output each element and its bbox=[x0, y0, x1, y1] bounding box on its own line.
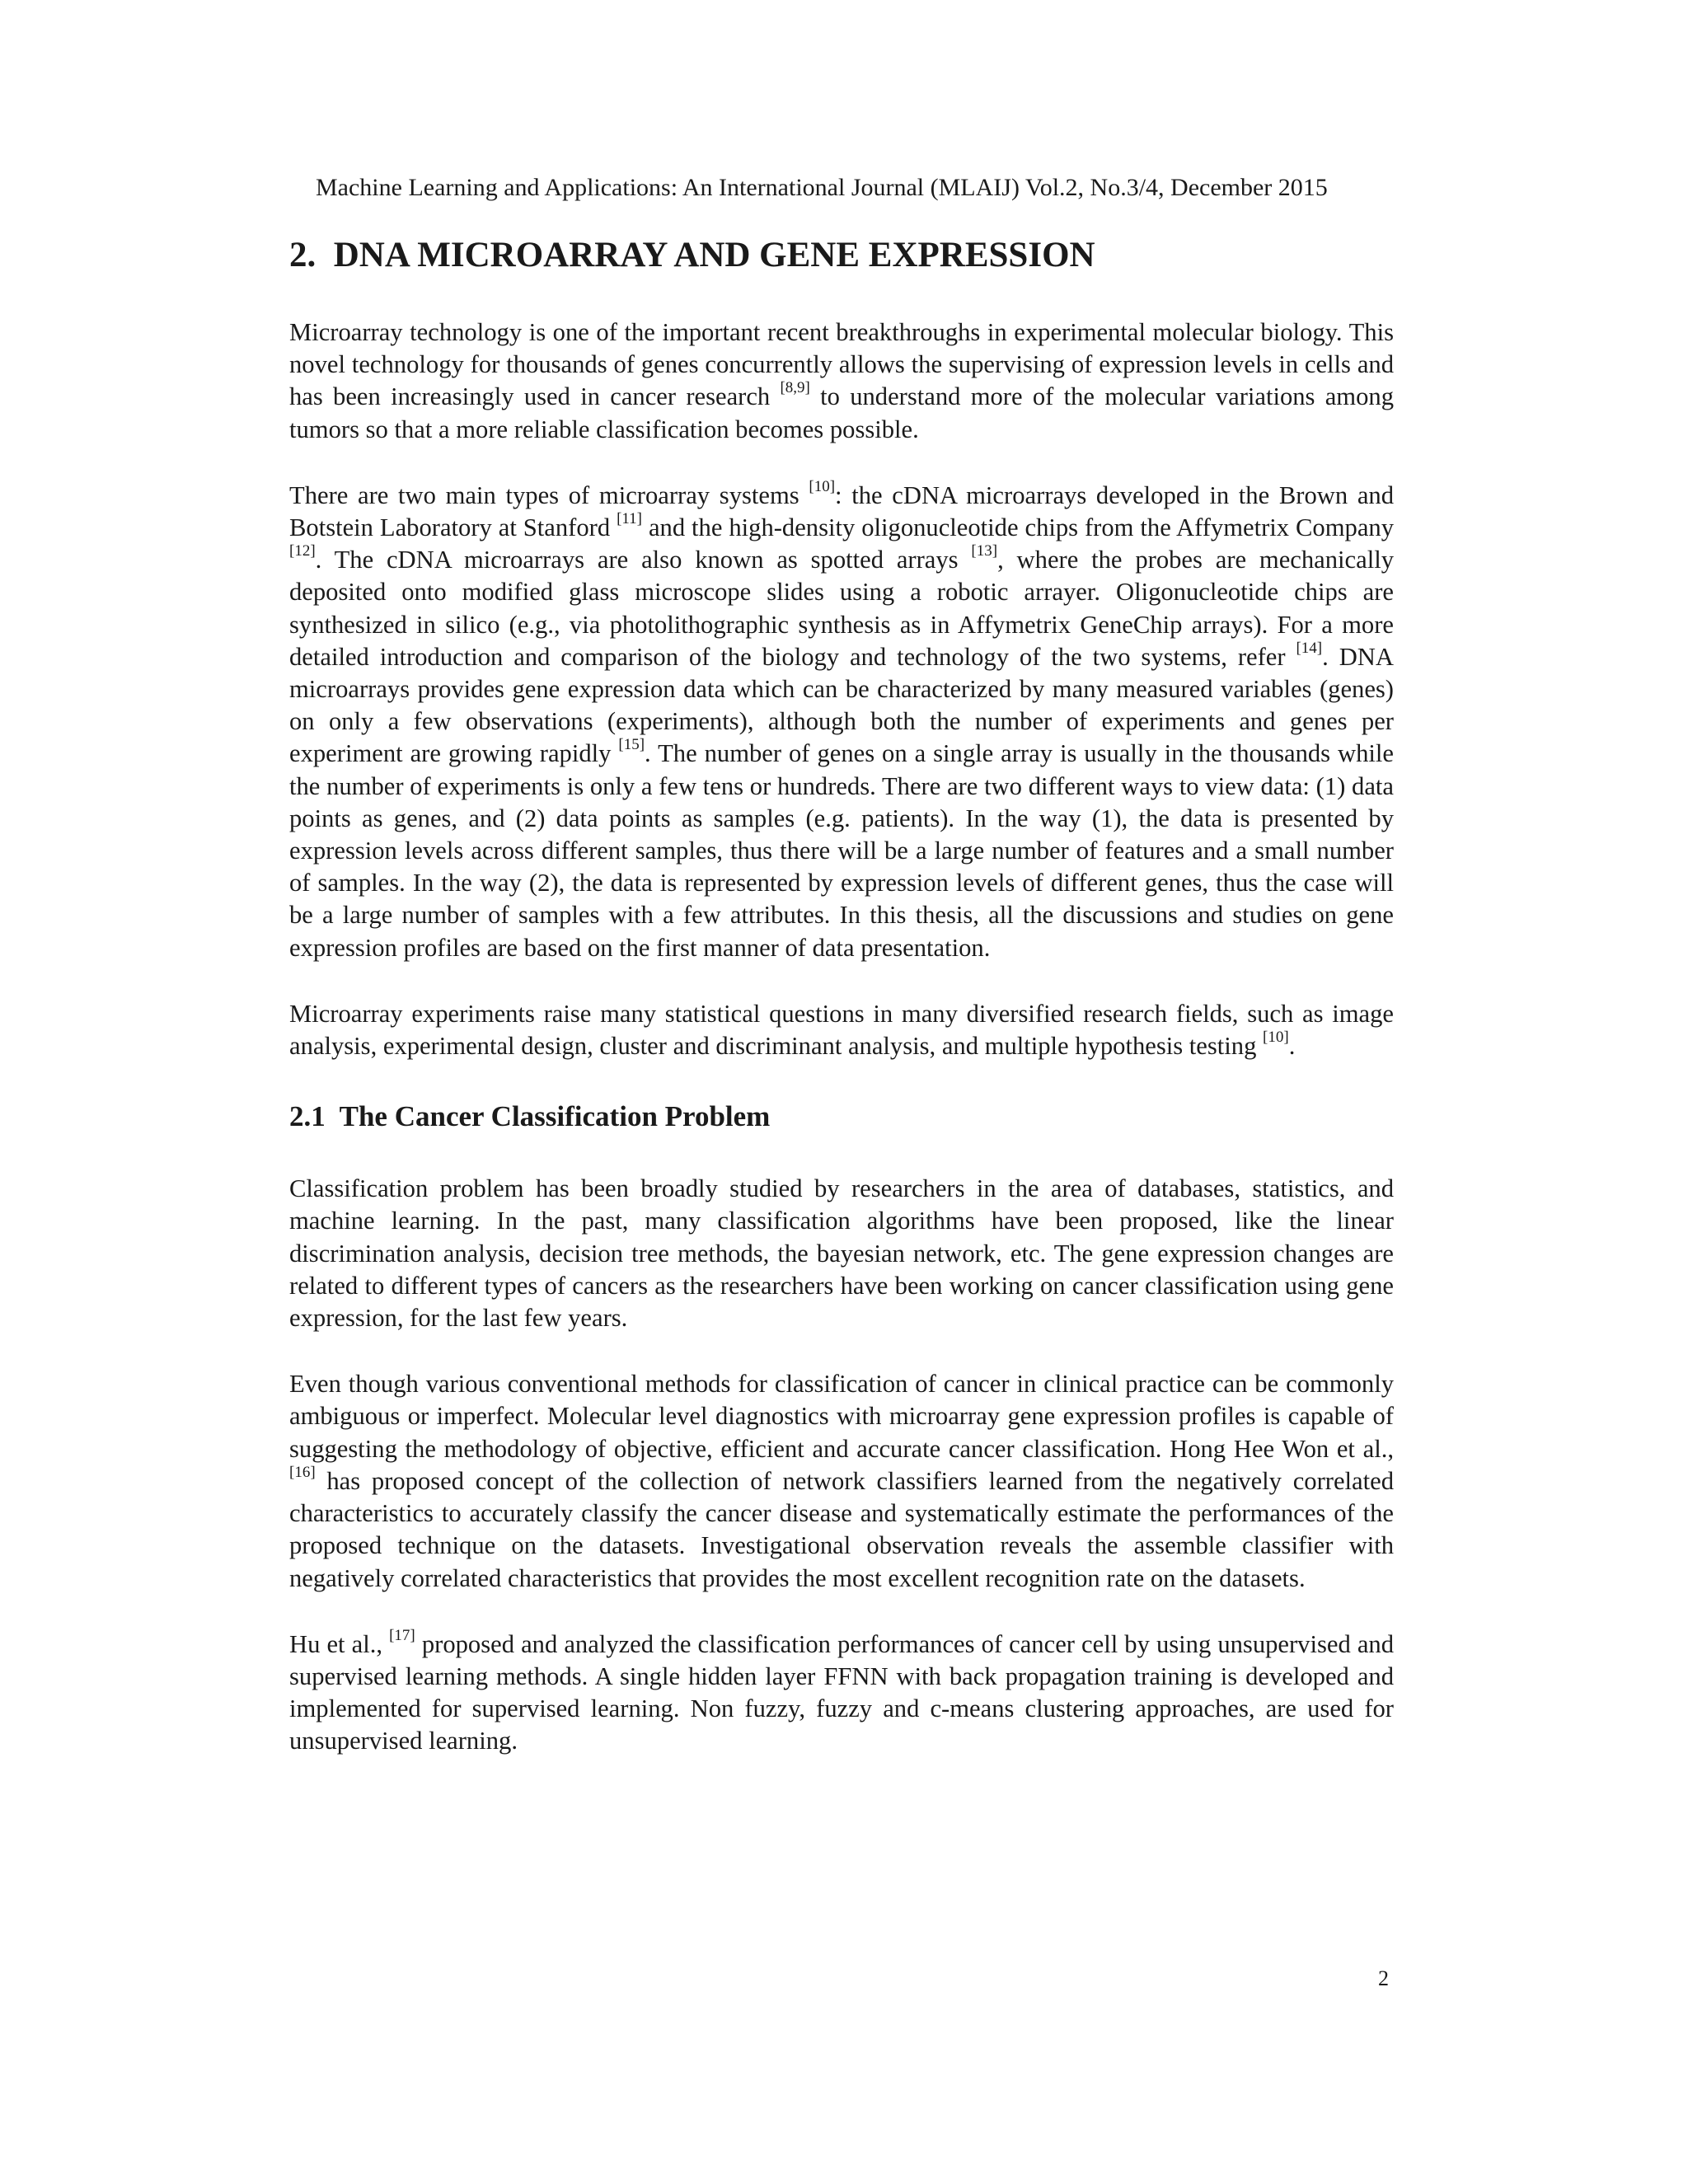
spacer bbox=[289, 1137, 1394, 1173]
subsection-title: The Cancer Classification Problem bbox=[339, 1100, 771, 1133]
citation: [15] bbox=[618, 736, 645, 754]
text-run: has proposed concept of the collection of network classifiers learned from the negatively correlated characteristics to accurately classify the cancer disease and systematically estimate the performances of the proposed technique on the datasets. Investigational observation reveals the assemble classifier with negatively correlated characteristics that provides the most excellent recognition rate on the datasets. bbox=[289, 1466, 1394, 1592]
text-run: . The cDNA microarrays are also known as spotted arrays bbox=[315, 546, 972, 574]
text-run: , where the probes are mechanically deposited onto modified glass microscope slides using a robotic arrayer. Oligonucleotide chips are synthesized in silico (e.g., via photolithographic synthesis as in Affymetrix GeneChip arrays). For a more detailed introduction and comparison of the biology and technology of the two systems, refer bbox=[289, 546, 1394, 671]
section-number: 2. bbox=[289, 236, 316, 274]
section-heading bbox=[289, 231, 1394, 280]
text-run: to understand more of the molecular variations among tumors so that a more reliable classification becomes possible. bbox=[289, 382, 1394, 443]
text-run: proposed and analyzed the classification performances of cancer cell by using unsupervised and supervised learning methods. A single hidden layer FFNN with back propagation training is developed and implemented for supervised learning. Non fuzzy, fuzzy and c-means clustering approaches, are used for unsupervised learning. bbox=[289, 1629, 1395, 1755]
citation: [13] bbox=[971, 542, 998, 560]
citation: [16] bbox=[289, 1463, 316, 1481]
paragraph-microarray-intro bbox=[289, 316, 1394, 446]
text-run: and the high-density oligonucleotide chips from the Affymetrix Company bbox=[642, 513, 1394, 542]
text-run: : the cDNA microarrays developed in the Brown and Botstein Laboratory at Stanford bbox=[289, 480, 1395, 542]
spacer bbox=[289, 446, 1394, 480]
text-run: . DNA microarrays provides gene expression data which can be characterized by many measured variables (genes) on only a few observations (experiments), although both the number of experiments and genes per experiment are growing rapidly bbox=[289, 642, 1394, 768]
paragraph-classification-problem: Classification problem has been broadly studied by researchers in the area of databases, statistics, and machine learning. In the past, many classification algorithms have been proposed, like the linear discrimination analysis, decision tree methods, the bayesian network, etc. The gene expression changes are related to different types of cancers as the researchers have been working on cancer classification using gene expression, for the last few years. bbox=[289, 1174, 1394, 1333]
paragraph-microarray-types bbox=[289, 477, 1395, 964]
citation: [8,9] bbox=[780, 379, 810, 397]
paragraph-conventional-methods bbox=[289, 1368, 1394, 1594]
citation: [10] bbox=[1263, 1029, 1289, 1047]
citation: [12] bbox=[289, 542, 316, 560]
text-run: Even though various conventional methods for classification of cancer in clinical practice can be commonly ambiguous or imperfect. Molecular level diagnostics with microarray gene expression profiles is capable of suggesting the methodology of objective, efficient and accurate cancer classification. Hong Hee Won et al., bbox=[289, 1370, 1394, 1463]
spacer bbox=[289, 1595, 1394, 1629]
citation: [11] bbox=[617, 510, 643, 528]
paragraph-statistical-questions bbox=[289, 998, 1394, 1062]
subsection-number: 2.1 bbox=[289, 1100, 326, 1133]
spacer bbox=[289, 280, 1394, 316]
subsection-heading bbox=[289, 1096, 1394, 1137]
spacer bbox=[289, 1334, 1394, 1368]
citation: [14] bbox=[1296, 639, 1323, 657]
page-number: 2 bbox=[1378, 1966, 1389, 1990]
text-run: Microarray experiments raise many statistical questions in many diversified research fields, such as image analysis, experimental design, cluster and discriminant analysis, and multiple hypothesis testing bbox=[289, 999, 1394, 1061]
page-content bbox=[289, 231, 1394, 1758]
citation: [10] bbox=[809, 477, 836, 495]
paragraph-hu-et-al bbox=[289, 1626, 1395, 1758]
spacer bbox=[289, 1062, 1394, 1096]
text-run: Hu et al., bbox=[289, 1629, 390, 1658]
text-run: . bbox=[1288, 1032, 1296, 1061]
citation: [17] bbox=[389, 1626, 415, 1644]
text-run: Microarray technology is one of the important recent breakthroughs in experimental molecular biology. This novel technology for thousands of genes concurrently allows the supervising of expression levels in cells and has been increasingly used in cancer research bbox=[289, 318, 1394, 411]
text-run: . The number of genes on a single array is usually in the thousands while the number of experiments is only a few tens or hundreds. There are two different ways to view data: (1) data points as genes, and (2) data points as samples (e.g. patients). In the way (1), the data is presented by expression levels across different samples, thus there will be a large number of features and a small number of samples. In the way (2), the data is represented by expression levels of different genes, thus the case will be a large number of samples with a few attributes. In this thesis, all the discussions and studies on gene expression profiles are based on the first manner of data presentation. bbox=[289, 739, 1394, 962]
text-run: There are two main types of microarray systems bbox=[289, 480, 809, 509]
spacer bbox=[289, 964, 1394, 998]
running-header: Machine Learning and Applications: An International Journal (MLAIJ) Vol.2, No.3/4, December 2015 bbox=[316, 174, 1328, 201]
section-title: DNA MICROARRAY AND GENE EXPRESSION bbox=[333, 236, 1095, 274]
